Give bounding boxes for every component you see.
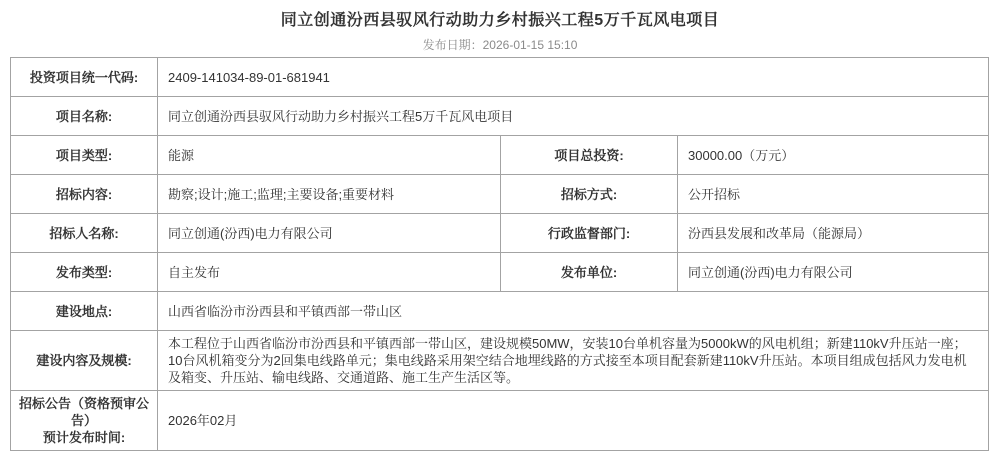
publish-unit-label: 发布单位:: [501, 253, 678, 292]
table-row: [11, 58, 989, 97]
announce-time-label-line1: 招标公告（资格预审公告）: [18, 396, 149, 428]
publish-type-label: 发布类型:: [11, 253, 158, 292]
project-info-table: [10, 57, 989, 451]
project-code-value: 2409-141034-89-01-681941: [158, 58, 989, 97]
bid-method-label: 招标方式:: [501, 175, 678, 214]
location-value: 山西省临汾市汾西县和平镇西部一带山区: [158, 292, 989, 331]
table-row: [11, 331, 989, 391]
project-name-label: 项目名称:: [11, 97, 158, 136]
table-row: [11, 136, 989, 175]
page-title: 同立创通汾西县驭风行动助力乡村振兴工程5万千瓦风电项目: [280, 12, 720, 29]
table-row: [11, 97, 989, 136]
announce-time-label-line2: 预计发布时间:: [42, 430, 126, 445]
bid-content-value: 勘察;设计;施工;监理;主要设备;重要材料: [158, 175, 501, 214]
table-row: [11, 253, 989, 292]
tenderee-label: 招标人名称:: [11, 214, 158, 253]
location-label: 建设地点:: [11, 292, 158, 331]
publish-type-value: 自主发布: [158, 253, 501, 292]
supervisor-value: 汾西县发展和改革局（能源局）: [678, 214, 989, 253]
announce-time-value: 2026年02月: [158, 391, 989, 451]
tenderee-value: 同立创通(汾西)电力有限公司: [158, 214, 501, 253]
project-code-label: 投资项目统一代码:: [11, 58, 158, 97]
project-name-value: 同立创通汾西县驭风行动助力乡村振兴工程5万千瓦风电项目: [158, 97, 989, 136]
bid-method-value: 公开招标: [678, 175, 989, 214]
scope-label: 建设内容及规模:: [11, 331, 158, 391]
total-investment-value: 30000.00（万元）: [678, 136, 989, 175]
project-type-value: 能源: [158, 136, 501, 175]
table-row: [11, 175, 989, 214]
supervisor-label: 行政监督部门:: [501, 214, 678, 253]
total-investment-label: 项目总投资:: [501, 136, 678, 175]
announce-time-label: [11, 391, 158, 451]
table-row: [11, 391, 989, 451]
table-row: [11, 292, 989, 331]
publish-date: 发布日期：2026-01-15 15:10: [422, 38, 578, 52]
table-row: [11, 214, 989, 253]
bid-content-label: 招标内容:: [11, 175, 158, 214]
project-type-label: 项目类型:: [11, 136, 158, 175]
scope-value: 本工程位于山西省临汾市汾西县和平镇西部一带山区，建设规模50MW，安装10台单机容量为5000kW的风电机组；新建110kV升压站一座；10台风机箱变分为2回集电线路单元；集电线路采用架空结合地埋线路的方式接至本项目配套新建110kV升压站。本项目组成包括风力发电机及箱变、升压站、输电线路、交通道路、施工生产生活区等。: [158, 331, 989, 391]
publish-unit-value: 同立创通(汾西)电力有限公司: [678, 253, 989, 292]
